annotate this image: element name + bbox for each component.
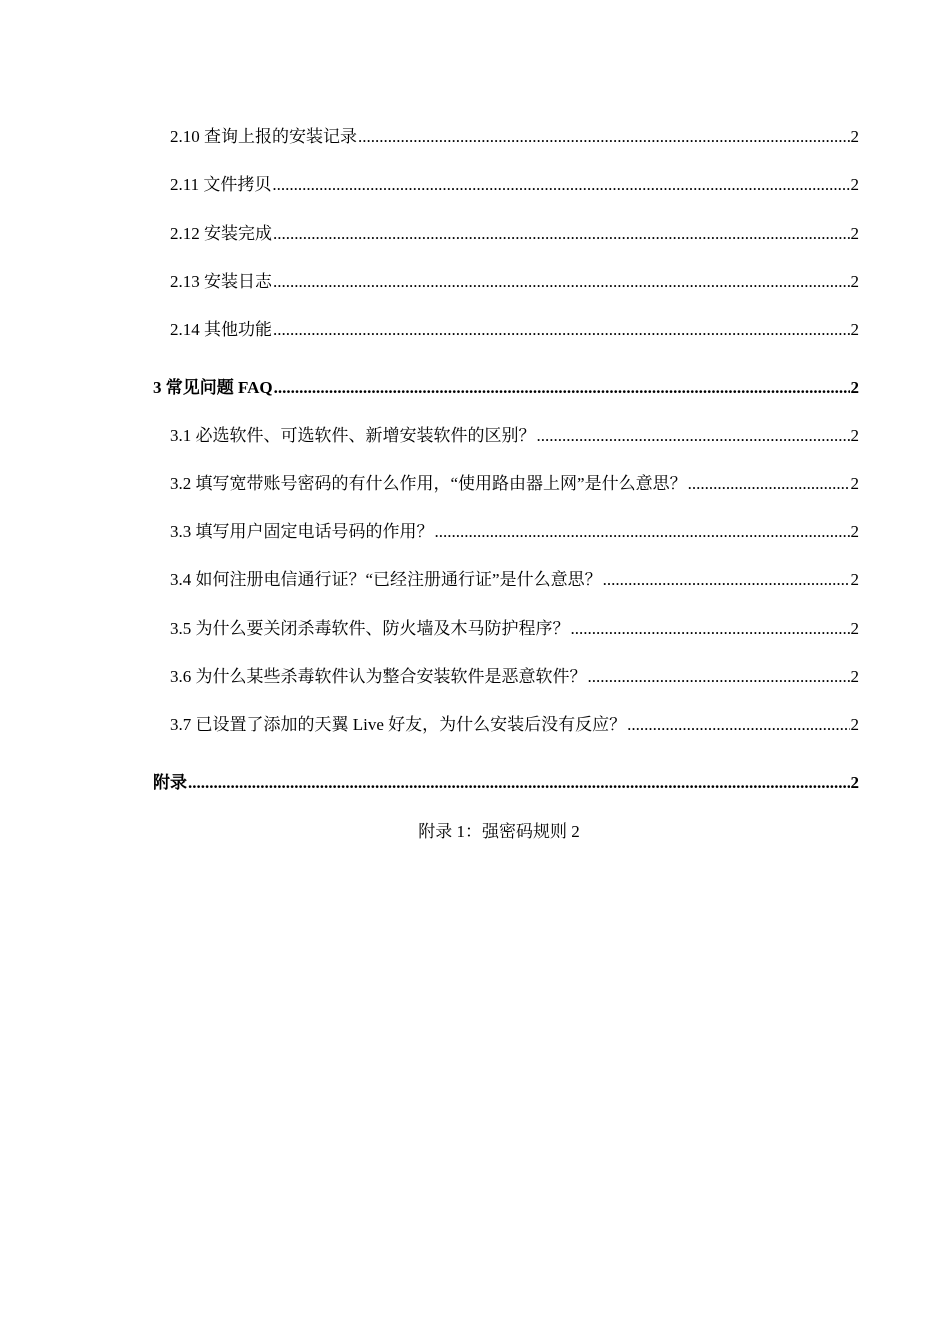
appendix-1-entry[interactable]: 附录 1：强密码规则 2	[418, 822, 580, 841]
toc-entry-title: 3.6 为什么某些杀毒软件认为整合安装软件是恶意软件？	[170, 667, 587, 686]
toc-entry-title: 2.10 查询上报的安装记录	[170, 127, 357, 146]
toc-leader-dots	[273, 223, 850, 245]
toc-entry-page: 2	[850, 127, 859, 146]
toc-entry-2-13[interactable]	[170, 271, 859, 293]
toc-entry-3-1[interactable]	[170, 425, 859, 447]
toc-entry-page: 2	[850, 175, 859, 194]
toc-entry-3-2[interactable]	[170, 473, 859, 495]
toc-entry-title: 3.3 填写用户固定电话号码的作用？	[170, 522, 434, 541]
toc-entry-title: 3.2 填写宽带账号密码的有什么作用，“使用路由器上网”是什么意思？	[170, 474, 687, 493]
toc-entry-page: 2	[850, 378, 859, 397]
toc-leader-dots	[273, 319, 850, 341]
toc-entry-appendix[interactable]	[153, 772, 859, 794]
toc-entry-3-6[interactable]	[170, 666, 859, 688]
toc-entry-page: 2	[850, 224, 859, 243]
toc-entry-title: 2.11 文件拷贝	[170, 175, 272, 194]
toc-entry-page: 2	[850, 320, 859, 339]
toc-leader-dots	[273, 271, 850, 293]
toc-entry-3-3[interactable]	[170, 521, 859, 543]
toc-entry-title: 3 常见问题 FAQ	[153, 378, 273, 397]
toc-entry-2-10[interactable]	[170, 126, 859, 148]
toc-entry-title: 3.5 为什么要关闭杀毒软件、防火墙及木马防护程序？	[170, 619, 570, 638]
toc-leader-dots	[272, 174, 849, 196]
toc-entry-title: 2.13 安装日志	[170, 272, 272, 291]
toc-entry-2-12[interactable]	[170, 223, 859, 245]
toc-entry-page: 2	[850, 619, 859, 638]
toc-entry-page: 2	[850, 474, 859, 493]
toc-leader-dots	[358, 126, 850, 148]
toc-entry-page: 2	[850, 667, 859, 686]
toc-entry-3-7[interactable]	[170, 714, 859, 736]
toc-entry-title: 2.14 其他功能	[170, 320, 272, 339]
toc-entry-page: 2	[850, 773, 859, 792]
toc-leader-dots	[571, 618, 850, 640]
toc-leader-dots	[274, 377, 850, 399]
toc-leader-dots	[588, 666, 850, 688]
toc-leader-dots	[603, 569, 850, 591]
toc-entry-title: 3.7 已设置了添加的天翼 Live 好友，为什么安装后没有反应？	[170, 715, 627, 734]
toc-entry-2-11[interactable]	[170, 174, 859, 196]
toc-entry-3[interactable]	[153, 377, 859, 399]
toc-entry-page: 2	[850, 715, 859, 734]
toc-entry-page: 2	[850, 426, 859, 445]
toc-entry-3-4[interactable]	[170, 569, 859, 591]
toc-entry-title: 3.1 必选软件、可选软件、新增安装软件的区别？	[170, 426, 536, 445]
toc-leader-dots	[188, 772, 850, 794]
toc-leader-dots	[537, 425, 850, 447]
toc-entry-2-14[interactable]	[170, 319, 859, 341]
toc-entry-page: 2	[850, 570, 859, 589]
toc-entry-page: 2	[850, 522, 859, 541]
toc-leader-dots	[435, 521, 850, 543]
toc-entry-page: 2	[850, 272, 859, 291]
toc-leader-dots	[688, 473, 850, 495]
toc-entry-title: 3.4 如何注册电信通行证？“已经注册通行证”是什么意思？	[170, 570, 602, 589]
toc-entry-title: 附录	[153, 773, 187, 792]
toc-entry-3-5[interactable]	[170, 618, 859, 640]
toc-leader-dots	[627, 714, 849, 736]
toc-entry-title: 2.12 安装完成	[170, 224, 272, 243]
